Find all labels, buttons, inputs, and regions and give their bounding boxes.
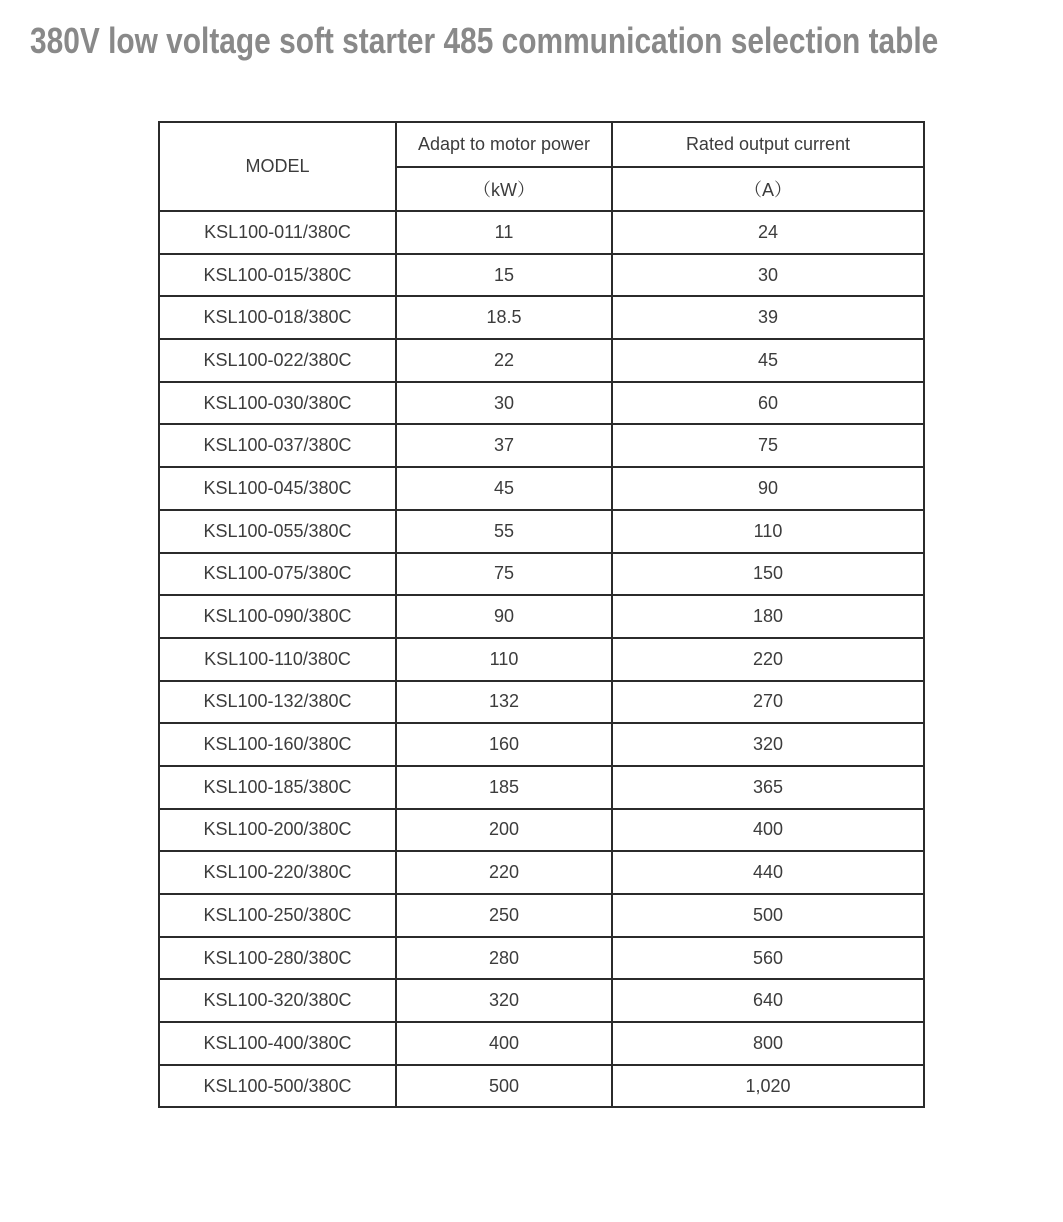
motor-power-cell: 132 (396, 681, 612, 724)
output-current-cell: 39 (612, 296, 924, 339)
model-cell: KSL100-055/380C (159, 510, 396, 553)
motor-power-cell: 22 (396, 339, 612, 382)
table-row (159, 894, 924, 937)
motor-power-cell: 30 (396, 382, 612, 425)
selection-table (158, 121, 925, 1108)
motor-power-cell: 45 (396, 467, 612, 510)
model-cell: KSL100-110/380C (159, 638, 396, 681)
table-row (159, 638, 924, 681)
model-cell: KSL100-500/380C (159, 1065, 396, 1108)
motor-power-cell: 75 (396, 553, 612, 596)
motor-power-cell: 500 (396, 1065, 612, 1108)
model-cell: KSL100-185/380C (159, 766, 396, 809)
motor-power-cell: 110 (396, 638, 612, 681)
output-current-cell: 440 (612, 851, 924, 894)
output-current-cell: 500 (612, 894, 924, 937)
table-row (159, 809, 924, 852)
table-row (159, 851, 924, 894)
output-current-cell: 75 (612, 424, 924, 467)
model-cell: KSL100-045/380C (159, 467, 396, 510)
page-title: 380V low voltage soft starter 485 communication selection table (30, 20, 939, 61)
model-cell: KSL100-200/380C (159, 809, 396, 852)
table-row (159, 553, 924, 596)
table-row (159, 254, 924, 297)
output-current-cell: 45 (612, 339, 924, 382)
model-cell: KSL100-037/380C (159, 424, 396, 467)
table-row (159, 723, 924, 766)
model-cell: KSL100-160/380C (159, 723, 396, 766)
output-current-cell: 1,020 (612, 1065, 924, 1108)
column-unit-a: （A） (612, 167, 924, 211)
table-row (159, 1065, 924, 1108)
table-row (159, 467, 924, 510)
motor-power-cell: 55 (396, 510, 612, 553)
model-cell: KSL100-015/380C (159, 254, 396, 297)
model-cell: KSL100-400/380C (159, 1022, 396, 1065)
column-header-motor-power: Adapt to motor power (396, 122, 612, 167)
motor-power-cell: 320 (396, 979, 612, 1022)
output-current-cell: 180 (612, 595, 924, 638)
table-header (159, 122, 924, 211)
table-row (159, 595, 924, 638)
motor-power-cell: 18.5 (396, 296, 612, 339)
model-cell: KSL100-075/380C (159, 553, 396, 596)
model-cell: KSL100-132/380C (159, 681, 396, 724)
table-row (159, 339, 924, 382)
model-cell: KSL100-220/380C (159, 851, 396, 894)
model-cell: KSL100-250/380C (159, 894, 396, 937)
output-current-cell: 800 (612, 1022, 924, 1065)
motor-power-cell: 280 (396, 937, 612, 980)
output-current-cell: 270 (612, 681, 924, 724)
output-current-cell: 320 (612, 723, 924, 766)
output-current-cell: 30 (612, 254, 924, 297)
motor-power-cell: 185 (396, 766, 612, 809)
table-row (159, 937, 924, 980)
output-current-cell: 365 (612, 766, 924, 809)
model-cell: KSL100-022/380C (159, 339, 396, 382)
output-current-cell: 220 (612, 638, 924, 681)
output-current-cell: 400 (612, 809, 924, 852)
column-header-output-current: Rated output current (612, 122, 924, 167)
model-cell: KSL100-280/380C (159, 937, 396, 980)
motor-power-cell: 160 (396, 723, 612, 766)
table-row (159, 424, 924, 467)
output-current-cell: 24 (612, 211, 924, 254)
motor-power-cell: 200 (396, 809, 612, 852)
motor-power-cell: 11 (396, 211, 612, 254)
model-cell: KSL100-320/380C (159, 979, 396, 1022)
motor-power-cell: 37 (396, 424, 612, 467)
motor-power-cell: 90 (396, 595, 612, 638)
model-cell: KSL100-018/380C (159, 296, 396, 339)
output-current-cell: 60 (612, 382, 924, 425)
output-current-cell: 640 (612, 979, 924, 1022)
table-row (159, 979, 924, 1022)
table-row (159, 510, 924, 553)
motor-power-cell: 220 (396, 851, 612, 894)
header-row-labels (159, 122, 924, 167)
output-current-cell: 560 (612, 937, 924, 980)
output-current-cell: 90 (612, 467, 924, 510)
motor-power-cell: 400 (396, 1022, 612, 1065)
table-row (159, 681, 924, 724)
model-cell: KSL100-030/380C (159, 382, 396, 425)
column-header-model: MODEL (159, 122, 396, 211)
table-row (159, 1022, 924, 1065)
table-row (159, 766, 924, 809)
output-current-cell: 110 (612, 510, 924, 553)
table-body (159, 211, 924, 1107)
output-current-cell: 150 (612, 553, 924, 596)
column-unit-kw: （kW） (396, 167, 612, 211)
table-row (159, 296, 924, 339)
motor-power-cell: 15 (396, 254, 612, 297)
table-row (159, 211, 924, 254)
motor-power-cell: 250 (396, 894, 612, 937)
table-row (159, 382, 924, 425)
model-cell: KSL100-011/380C (159, 211, 396, 254)
model-cell: KSL100-090/380C (159, 595, 396, 638)
